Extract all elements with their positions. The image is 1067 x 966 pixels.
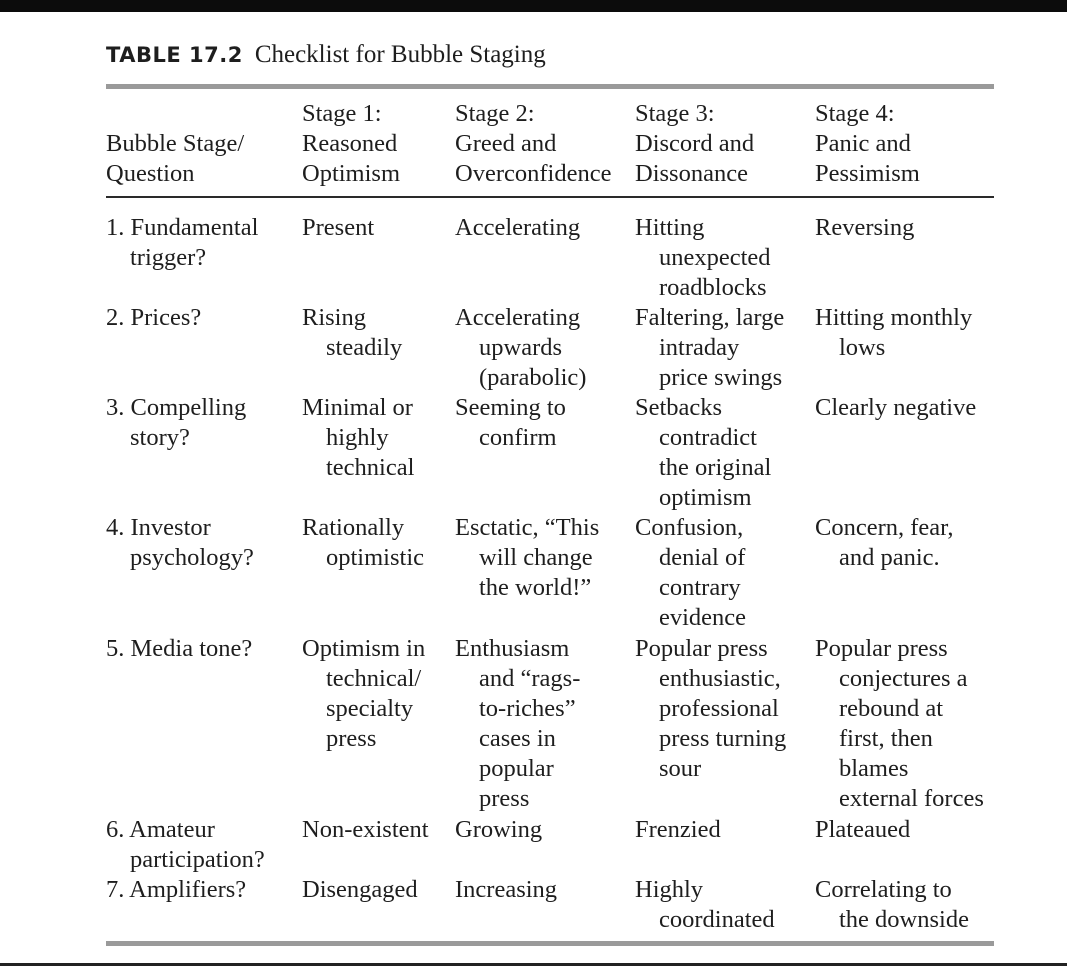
row-5-stage-4-line: blames [839,755,909,782]
row-1-stage-3 [635,213,771,303]
top-bar [0,0,1067,12]
row-6-stage-4 [815,815,910,845]
header-question-line: Question [106,160,195,187]
row-1-stage-2 [455,213,580,243]
row-6-stage-3 [635,815,721,845]
row-4-stage-3-line: contrary [659,574,741,601]
row-2-stage-2-line: upwards [479,334,563,361]
row-4-stage-4 [815,513,953,573]
header-rule [106,196,994,198]
header-question [106,129,244,189]
row-4-stage-1-line: optimistic [326,544,424,571]
row-1-stage-4-line: Reversing [815,214,915,241]
row-question-4-line: psychology? [130,544,254,571]
row-5-stage-2-line: Enthusiasm [455,635,570,662]
row-2-stage-2 [455,303,586,393]
row-2-stage-3 [635,303,784,393]
row-7-stage-3-line: Highly [635,876,704,903]
row-5-stage-3-line: enthusiastic, [659,665,781,692]
row-2-stage-2-line: (parabolic) [479,364,587,391]
row-3-stage-3 [635,393,771,513]
row-1-stage-2-line: Accelerating [455,214,581,241]
row-3-stage-1-line: Minimal or [302,394,413,421]
bottom-rule [106,941,994,946]
row-4-stage-3-line: evidence [659,604,747,631]
header-stage-1-line: Reasoned [302,130,398,157]
header-stage-2-line: Greed and [455,130,557,157]
row-5-stage-4-line: Popular press [815,635,948,662]
row-3-stage-3-line: optimism [659,484,752,511]
row-1-stage-4 [815,213,914,243]
row-question-5-line: 5. Media tone? [106,635,253,662]
row-3-stage-2-line: Seeming to [455,394,566,421]
row-5-stage-4-line: external forces [839,785,984,812]
row-2-stage-1-line: Rising [302,304,366,331]
row-4-stage-2-line: the world!” [479,574,592,601]
row-3-stage-3-line: contradict [659,424,757,451]
row-2-stage-3-line: intraday [659,334,740,361]
header-stage-3-line: Discord and [635,130,755,157]
row-4-stage-4-line: Concern, fear, [815,514,954,541]
row-2-stage-1-line: steadily [326,334,403,361]
row-7-stage-4 [815,875,969,935]
row-5-stage-3-line: press turning [659,725,787,752]
row-3-stage-1-line: technical [326,454,415,481]
row-2-stage-1 [302,303,402,363]
row-2-stage-4-line: Hitting monthly [815,304,973,331]
row-5-stage-2-line: cases in [479,725,556,752]
row-6-stage-2 [455,815,542,845]
row-5-stage-3-line: professional [659,695,779,722]
row-5-stage-4-line: first, then [839,725,933,752]
row-6-stage-2-line: Growing [455,816,543,843]
header-stage-3-line: Dissonance [635,160,748,187]
row-4-stage-4-line: and panic. [839,544,940,571]
row-2-stage-3-line: price swings [659,364,783,391]
row-5-stage-1-line: technical/ [326,665,422,692]
header-stage-4-line: Panic and [815,130,911,157]
header-stage-3-line: Stage 3: [635,100,715,127]
top-rule [106,84,994,89]
row-4-stage-3 [635,513,746,633]
row-3-stage-2-line: confirm [479,424,557,451]
row-5-stage-4 [815,634,984,814]
row-4-stage-2-line: will change [479,544,593,571]
row-7-stage-4-line: the downside [839,906,969,933]
row-question-6-line: participation? [130,846,265,873]
row-3-stage-2 [455,393,566,453]
row-2-stage-2-line: Accelerating [455,304,581,331]
row-question-6 [106,815,265,875]
row-question-4-line: 4. Investor [106,514,211,541]
row-5-stage-2-line: and “rags- [479,665,581,692]
row-question-6-line: 6. Amateur [106,816,215,843]
row-7-stage-4-line: Correlating to [815,876,952,903]
row-5-stage-1-line: press [326,725,377,752]
header-stage-2-line: Stage 2: [455,100,535,127]
header-stage-2 [455,99,611,189]
row-5-stage-3-line: Popular press [635,635,768,662]
row-5-stage-2 [455,634,580,814]
header-stage-4-line: Stage 4: [815,100,895,127]
row-5-stage-1 [302,634,425,754]
row-5-stage-1-line: Optimism in [302,635,426,662]
row-4-stage-2 [455,513,599,603]
row-5-stage-4-line: conjectures a [839,665,968,692]
table-caption [106,41,546,69]
row-1-stage-3-line: roadblocks [659,274,767,301]
table-title: Checklist for Bubble Staging [254,41,546,68]
header-stage-1-line: Optimism [302,160,401,187]
row-4-stage-1 [302,513,424,573]
row-7-stage-1 [302,875,418,905]
row-5-stage-1-line: specialty [326,695,414,722]
row-5-stage-2-line: popular [479,755,554,782]
header-stage-3 [635,99,754,189]
row-5-stage-3 [635,634,786,784]
row-7-stage-3 [635,875,775,935]
row-3-stage-1-line: highly [326,424,389,451]
row-5-stage-2-line: to-riches” [479,695,576,722]
row-1-stage-1 [302,213,374,243]
row-4-stage-2-line: Esctatic, “This [455,514,600,541]
row-6-stage-1-line: Non-existent [302,816,429,843]
row-7-stage-2-line: Increasing [455,876,558,903]
row-2-stage-4-line: lows [839,334,886,361]
row-4-stage-3-line: denial of [659,544,746,571]
row-3-stage-1 [302,393,414,483]
row-4-stage-3-line: Confusion, [635,514,744,541]
row-5-stage-3-line: sour [659,755,702,782]
row-7-stage-2 [455,875,557,905]
row-6-stage-3-line: Frenzied [635,816,721,843]
row-question-2-line: 2. Prices? [106,304,202,331]
row-question-7-line: 7. Amplifiers? [106,876,247,903]
row-1-stage-1-line: Present [302,214,375,241]
table-label: TABLE 17.2 [106,43,243,67]
row-7-stage-3-line: coordinated [659,906,775,933]
header-stage-1-line: Stage 1: [302,100,382,127]
row-question-2 [106,303,201,333]
header-stage-2-line: Overconfidence [455,160,612,187]
row-question-3 [106,393,246,453]
row-2-stage-3-line: Faltering, large [635,304,785,331]
row-question-5 [106,634,252,664]
row-5-stage-2-line: press [479,785,530,812]
header-stage-4 [815,99,920,189]
row-4-stage-1-line: Rationally [302,514,405,541]
row-3-stage-3-line: the original [659,454,772,481]
row-1-stage-3-line: unexpected [659,244,771,271]
row-6-stage-4-line: Plateaued [815,816,911,843]
row-6-stage-1 [302,815,429,845]
row-3-stage-3-line: Setbacks [635,394,723,421]
row-1-stage-3-line: Hitting [635,214,705,241]
row-question-1-line: 1. Fundamental [106,214,259,241]
row-question-1 [106,213,258,273]
row-question-4 [106,513,254,573]
header-stage-1 [302,99,400,189]
row-question-1-line: trigger? [130,244,207,271]
header-question-line: Bubble Stage/ [106,130,245,157]
row-5-stage-4-line: rebound at [839,695,944,722]
row-2-stage-4 [815,303,972,363]
row-question-3-line: 3. Compelling [106,394,247,421]
row-question-3-line: story? [130,424,190,451]
row-3-stage-4 [815,393,976,423]
row-3-stage-4-line: Clearly negative [815,394,977,421]
row-7-stage-1-line: Disengaged [302,876,418,903]
header-stage-4-line: Pessimism [815,160,920,187]
row-question-7 [106,875,246,905]
